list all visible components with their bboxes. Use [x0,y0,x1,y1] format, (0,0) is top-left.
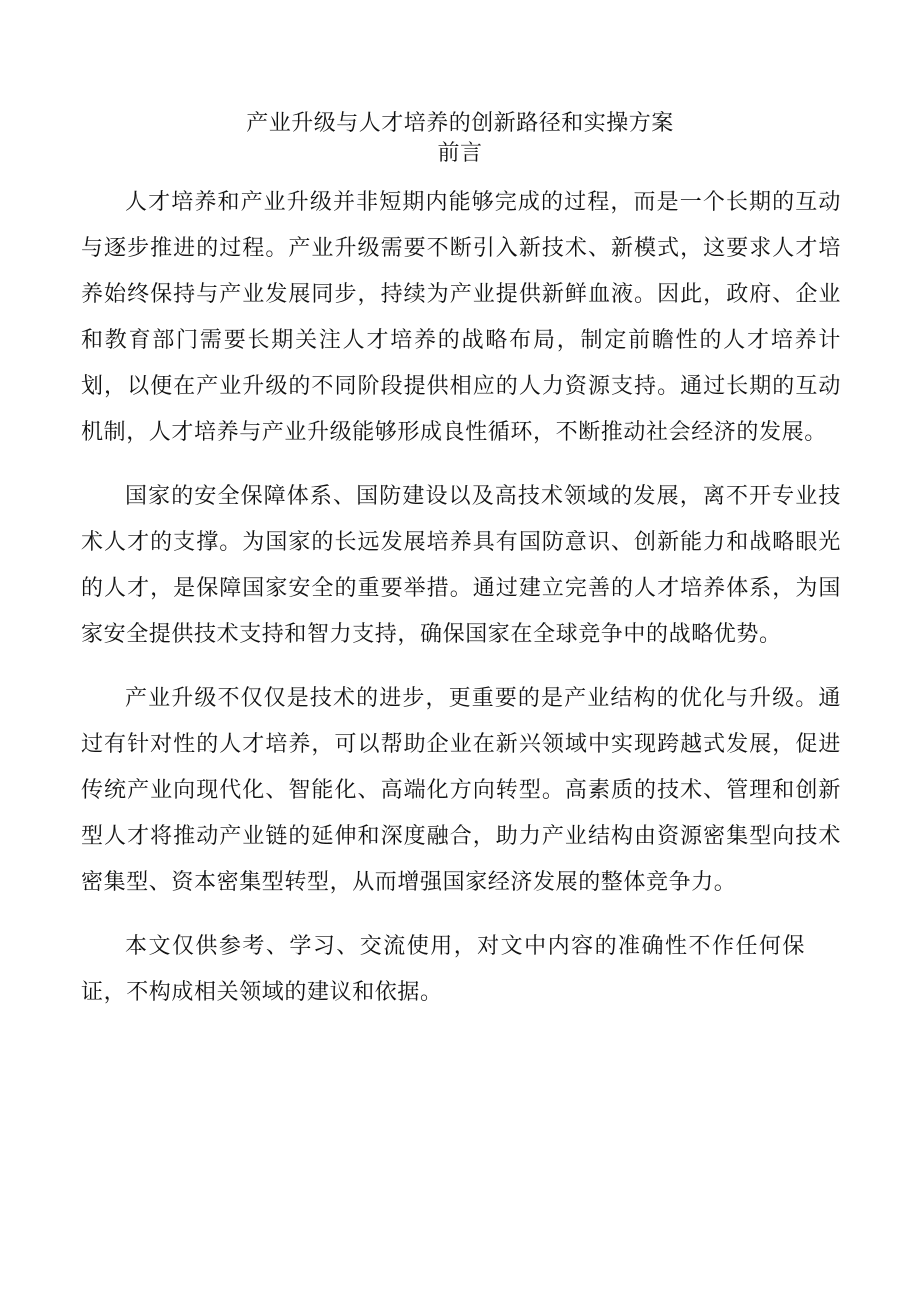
body-paragraph: 产业升级不仅仅是技术的进步，更重要的是产业结构的优化与升级。通过有针对性的人才培养，可以帮助企业在新兴领域中实现跨越式发展，促进传统产业向现代化、智能化、高端化方向转型。高素质的技术、管理和创新型人才将推动产业链的延伸和深度融合，助力产业结构由资源密集型向技术密集型、资本密集型转型，从而增强国家经济发展的整体竞争力。 [81,686,841,895]
disclaimer-paragraph: 本文仅供参考、学习、交流使用，对文中内容的准确性不作任何保证，不构成相关领域的建议和依据。 [81,934,805,1005]
section-heading-preface: 前言 [437,141,483,166]
document-title: 产业升级与人才培养的创新路径和实操方案 [246,111,674,136]
document-body [81,180,841,1034]
body-paragraph: 人才培养和产业升级并非短期内能够完成的过程，而是一个长期的互动与逐步推进的过程。产业升级需要不断引入新技术、新模式，这要求人才培养始终保持与产业发展同步，持续为产业提供新鲜血液。因此，政府、企业和教育部门需要长期关注人才培养的战略布局，制定前瞻性的人才培养计划，以便在产业升级的不同阶段提供相应的人力资源支持。通过长期的互动机制，人才培养与产业升级能够形成良性循环，不断推动社会经济的发展。 [81,190,841,445]
body-paragraph: 国家的安全保障体系、国防建设以及高技术领域的发展，离不开专业技术人才的支撑。为国家的长远发展培养具有国防意识、创新能力和战略眼光的人才，是保障国家安全的重要举措。通过建立完善的人才培养体系，为国家安全提供技术支持和智力支持，确保国家在全球竞争中的战略优势。 [81,484,841,647]
